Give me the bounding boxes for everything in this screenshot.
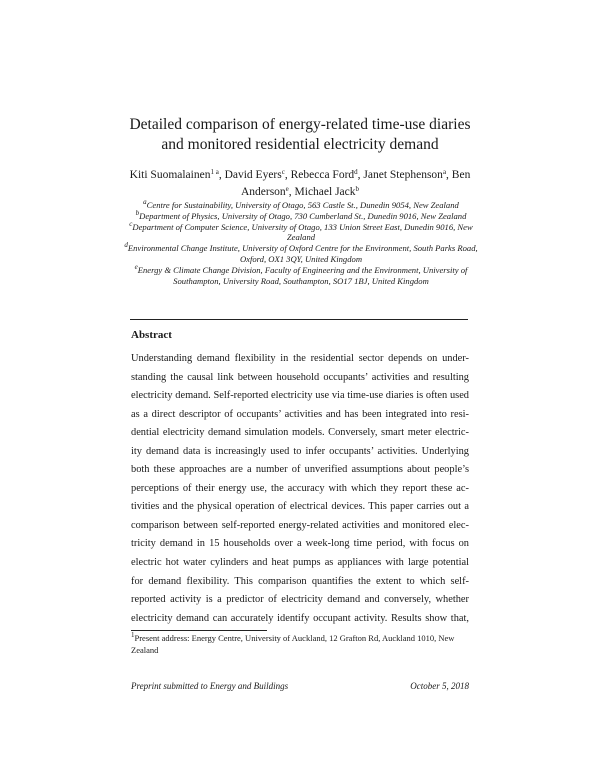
abstract-body [131,350,469,628]
author-name: Kiti Suomalainen [129,169,211,181]
affiliation: $^a$Centre for Sustainability, University of Otago, 563 Castle St., Dunedin 9054, New Zealand [143,198,459,210]
author-affil-marker: a [442,168,447,176]
footnote [131,633,471,656]
author-name: Rebecca Ford [290,169,355,181]
abstract-line: ity demand data is increasingly used to infer occupants’ activities. Underlying [131,445,469,457]
paper-title [100,115,500,155]
author-name: Ben Anderson [240,169,471,198]
author-affil-marker: 1 a [210,168,219,176]
abstract-line: electric hot water cylinders and heat pumps as appliances with large potential [131,557,469,569]
affiliation: $^e$Energy & Climate Change Division, Faculty of Engineering and the Environment, University of Southampton, University Road, Southampton, SO17 1BJ, United Kingdom [134,262,468,286]
author-name: David Eyers [224,169,282,181]
author-affil-marker: c [281,168,285,176]
abstract-line: as a direct descriptor of occupants’ activities and has been integrated into resi- [131,408,469,420]
abstract-line: for demand flexibility. This comparison quantifies the extent to which self- [131,575,469,587]
author-list: Kiti Suomalainen$^{1 a}$, David Eyers$^c$, Rebecca Ford$^d$, Janet Stephenson$^a$, Ben Anderson$^e$, Michael Jack$^b$ [129,168,471,198]
abstract-line: electricity demand. Self-reported electricity use via time-use diaries is often used [131,390,469,402]
abstract-line: dential electricity demand simulation models. Conversely, smart meter electric- [131,427,469,439]
abstract-line: comparison between self-reported energy-related activities and monitored elec- [131,519,469,531]
affiliation: $^d$Environmental Change Institute, University of Oxford Centre for the Environment, South Parks Road, Oxford, OX1 3QY, United Kingdom [124,241,478,264]
title-line: and monitored residential electricity demand [161,136,439,153]
abstract-line: electricity demand can accurately identify occupant activity. Results show that, [131,612,469,624]
abstract-line: perceptions of their energy use, the accuracy with which they report these ac- [131,482,469,494]
affiliation-list [122,200,480,286]
author-affil-marker: b [355,185,360,193]
title-line: Detailed comparison of energy-related time-use diaries [129,116,471,133]
abstract-line: reported activity is a predictor of electricity demand and conversely, whether [131,594,469,606]
footnote-marker: 1 [131,631,135,639]
abstract-line: standing the causal link between household occupants’ activities and resulting [131,371,469,383]
affiliation: $^c$Department of Computer Science, University of Otago, 133 Union Street East, Dunedin 9016, New Zealand [129,219,473,243]
abstract-line: both these approaches are a number of unverified assumptions about people’s [131,464,469,476]
abstract-top-rule [130,319,468,320]
footnote-rule [131,630,267,631]
preprint-date: October 5, 2018 [410,681,469,691]
author-affil-marker: e [285,185,289,193]
footnote-text: Present address: Energy Centre, University of Auckland, 12 Grafton Rd, Auckland 1010, New Zealand [131,633,455,655]
author-affil-marker: d [354,168,358,176]
abstract-line: tricity demand in 15 households over a week-long time period, with focus on [131,538,469,550]
abstract-line: tivities and the physical operation of electrical devices. This paper carries out a [131,501,469,513]
author-name: Michael Jack [294,186,356,198]
abstract-line: Understanding demand flexibility in the residential sector depends on under- [131,353,469,364]
affiliation: $^b$Department of Physics, University of Otago, 730 Cumberland St., Dunedin 9016, New Zealand [135,208,467,221]
author-name: Janet Stephenson [363,169,443,181]
abstract-heading: Abstract [131,329,172,341]
preprint-note: Preprint submitted to Energy and Buildings [131,681,289,691]
